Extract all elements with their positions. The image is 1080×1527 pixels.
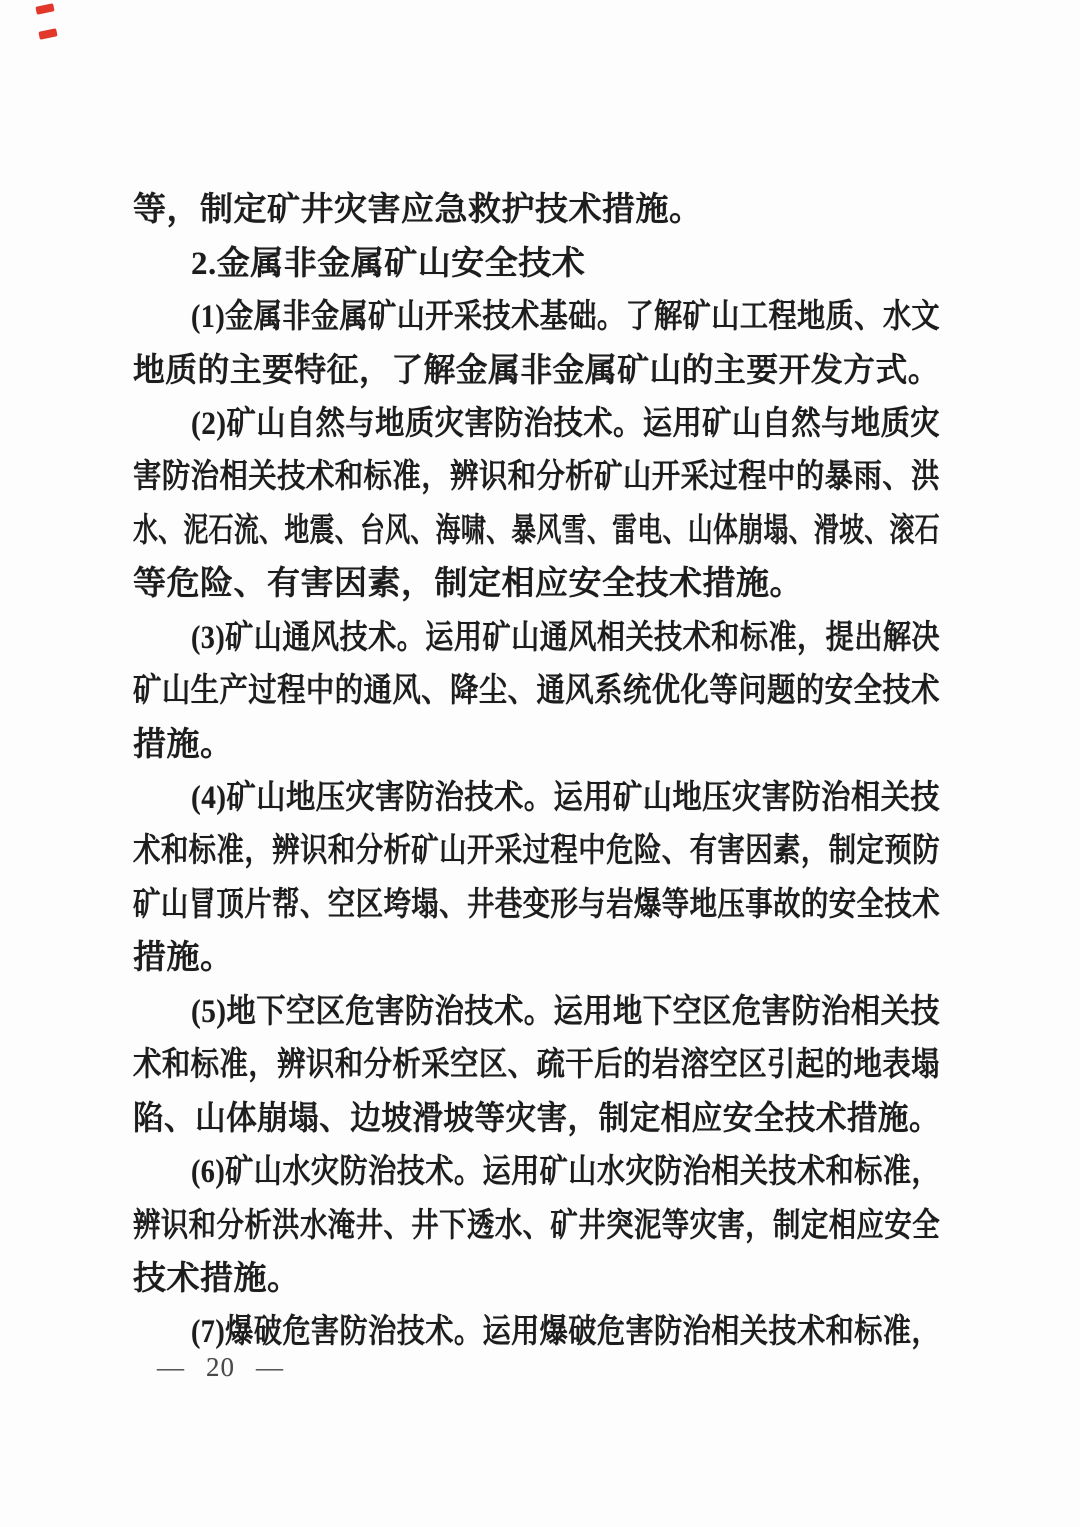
line-text: 等，制定矿井灾害应急救护技术措施。 [133, 192, 703, 229]
text-line [133, 180, 940, 233]
text-line [133, 501, 940, 554]
text-line [133, 982, 940, 1035]
text-line [133, 1088, 940, 1141]
line-text: (3)矿山通风技术。运用矿山通风相关技术和标准，提出解决 [191, 619, 941, 656]
footer-dash-right: — [256, 1352, 284, 1382]
line-text: 害防治相关技术和标准，辨识和分析矿山开采过程中的暴雨、洪 [133, 459, 940, 496]
line-text: 地质的主要特征，了解金属非金属矿山的主要开发方式。 [133, 352, 941, 389]
line-text: 矿山生产过程中的通风、降尘、通风系统优化等问题的安全技术 [133, 673, 940, 710]
text-line [133, 821, 940, 874]
line-text: 水、泥石流、地震、台风、海啸、暴风雪、雷电、山体崩塌、滑坡、滚石 [133, 512, 941, 549]
text-line [133, 1195, 940, 1248]
text-line [133, 875, 940, 928]
page-number: 20 [206, 1352, 235, 1382]
text-line [133, 661, 940, 714]
text-line [133, 233, 940, 286]
footer-dash-left: — [157, 1352, 185, 1382]
text-block [133, 180, 940, 1356]
text-line [133, 1249, 940, 1302]
text-line [133, 1035, 940, 1088]
line-text: (6)矿山水灾防治技术。运用矿山水灾防治相关技术和标准， [191, 1154, 941, 1191]
line-text: 辨识和分析洪水淹井、井下透水、矿井突泥等灾害，制定相应安全 [133, 1207, 941, 1244]
line-text: 陷、山体崩塌、边坡滑坡等灾害，制定相应安全技术措施。 [133, 1100, 940, 1137]
line-text: (4)矿山地压灾害防治技术。运用矿山地压灾害防治相关技 [191, 780, 941, 817]
page-footer [157, 1352, 284, 1383]
line-text: 技术措施。 [133, 1260, 301, 1297]
text-line [133, 287, 940, 340]
line-text: (2)矿山自然与地质灾害防治技术。运用矿山自然与地质灾 [191, 405, 941, 442]
line-text: (7)爆破危害防治技术。运用爆破危害防治相关技术和标准， [191, 1314, 941, 1351]
line-text: 术和标准，辨识和分析矿山开采过程中危险、有害因素，制定预防 [133, 833, 941, 870]
text-line [133, 714, 940, 767]
text-line [133, 608, 940, 661]
text-line [133, 1142, 940, 1195]
line-text: 措施。 [133, 726, 234, 763]
line-text: 术和标准，辨识和分析采空区、疏干后的岩溶空区引起的地表塌 [133, 1047, 940, 1084]
line-text: 2.金属非金属矿山安全技术 [191, 245, 586, 282]
text-line [133, 447, 940, 500]
text-line [133, 768, 940, 821]
text-line [133, 1302, 940, 1355]
text-line [133, 928, 940, 981]
text-line [133, 554, 940, 607]
red-mark-icon [35, 3, 54, 15]
line-text: (5)地下空区危害防治技术。运用地下空区危害防治相关技 [191, 993, 941, 1030]
red-mark-icon [38, 28, 57, 40]
line-text: (1)金属非金属矿山开采技术基础。了解矿山工程地质、水文 [191, 299, 941, 336]
line-text: 等危险、有害因素，制定相应安全技术措施。 [133, 566, 803, 603]
text-line [133, 394, 940, 447]
text-line [133, 340, 940, 393]
line-text: 措施。 [133, 940, 234, 977]
line-text: 矿山冒顶片帮、空区垮塌、井巷变形与岩爆等地压事故的安全技术 [133, 886, 941, 923]
